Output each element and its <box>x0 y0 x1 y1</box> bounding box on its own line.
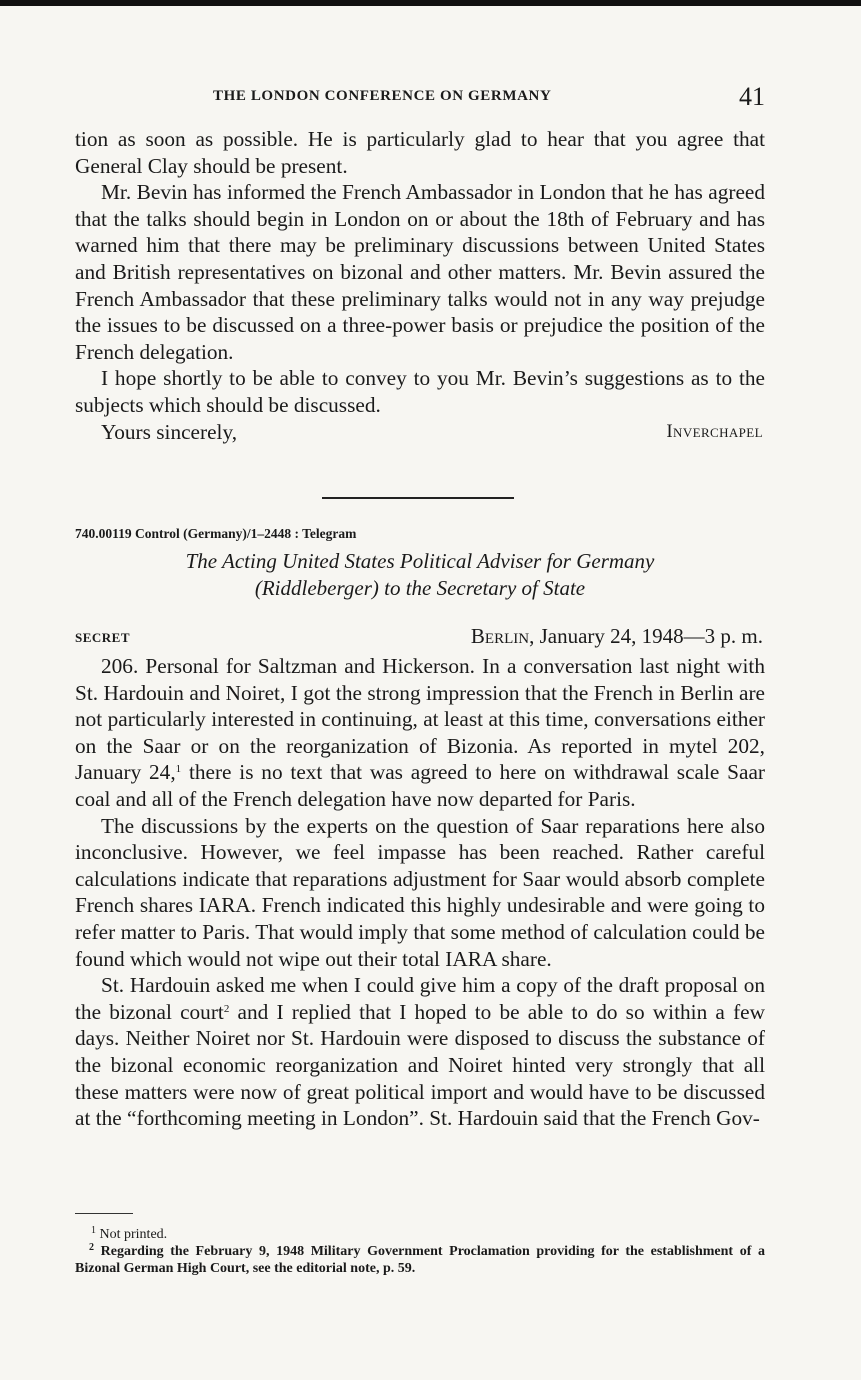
telegram-p1-text-a: 206. Personal for Saltzman and Hickerson. In a conversation last night with St. Hardouin and Noiret, I got the strong impression that the French in Berlin are not particularly interested in continuing, at least at this time, conversations either on the Saar or on the reorganization of Bizonia. As reported in mytel 202, January 24, <box>75 654 765 785</box>
footnote-ref-2: 2 <box>223 1002 230 1015</box>
page-header <box>75 84 765 114</box>
section-divider <box>322 497 514 499</box>
place-date <box>471 624 763 649</box>
place: Berlin, <box>470 624 535 648</box>
letter-paragraph-1: tion as soon as possible. He is particularly glad to hear that you agree that General Clay should be present. <box>75 127 765 178</box>
footnote-divider <box>75 1213 133 1214</box>
page-number: 41 <box>739 82 765 111</box>
footnote-1-text: Not printed. <box>99 1227 168 1242</box>
letter-paragraph-2: Mr. Bevin has informed the French Ambassador in London that he has agreed that the talks should begin in London on or about the 18th of February and has warned him that there may be preliminary discussions between United States and British representatives on bizonal and other matters. Mr. Bevin assured the French Ambassador that these preliminary talks would not in any way prejudge the issues to be discussed on a three-power basis or prejudice the position of the French delegation. <box>75 180 765 364</box>
letter-body <box>75 126 765 445</box>
telegram-paragraph-2: The discussions by the experts on the question of Saar reparations here also inconclusive. However, we feel impasse has been reached. Rather careful calculations indicate that reparations adjustment for Saar would absorb complete French shares IARA. French indicated this highly undesirable and were going to refer matter to Paris. That would imply that some method of calculation could be found which would not wipe out their total IARA share. <box>75 813 765 971</box>
telegram-body <box>75 653 765 1132</box>
footnote-2-text: Regarding the February 9, 1948 Military Government Proclamation providing for the establishment of a Bizonal German High Court, see the editorial note, p. 59. <box>75 1244 766 1276</box>
top-border <box>0 0 861 6</box>
telegram-p3-text-b: and I replied that I hoped to be able to do so within a few days. Neither Noiret nor St. Hardouin were disposed to discuss the substance of the bizonal economic reorganization and Noiret hinted very strongly that all these matters were now of great political import and would have to be discussed at the “forthcoming meeting in London”. St. Hardouin said that the French Gov- <box>75 999 765 1131</box>
letter-closing <box>75 419 765 446</box>
file-reference: 740.00119 Control (Germany)/1–2448 : Telegram <box>75 526 357 541</box>
footnote-ref-1: 1 <box>175 763 182 776</box>
footnote-1-mark: 1 <box>91 1225 96 1236</box>
footnote-1 <box>75 1226 765 1243</box>
footnote-2-mark: 2 <box>89 1242 94 1253</box>
closing-phrase: Yours sincerely, <box>101 419 238 444</box>
date: January 24, 1948—3 p. m. <box>534 624 763 648</box>
classification-label: SECRET <box>75 630 131 645</box>
document-title <box>75 548 765 602</box>
dateline <box>75 624 765 651</box>
telegram-p3-text-a: St. Hardouin asked me when I could give him a copy of the draft proposal on the bizonal court <box>75 973 765 1024</box>
telegram-paragraph-1 <box>75 653 765 813</box>
telegram-p1-text-b: there is no text that was agreed to here on withdrawal scale Saar coal and all of the French delegation have now departed for Paris. <box>75 760 765 811</box>
telegram-paragraph-3 <box>75 972 765 1132</box>
letter-paragraph-3: I hope shortly to be able to convey to you Mr. Bevin’s suggestions as to the subjects which should be discussed. <box>75 366 765 417</box>
footnote-2 <box>75 1243 765 1277</box>
title-line-1: The Acting United States Political Adviser for Germany <box>185 549 655 573</box>
footnotes <box>75 1226 765 1277</box>
signature: Inverchapel <box>666 420 763 442</box>
running-head: THE LONDON CONFERENCE ON GERMANY <box>213 88 552 104</box>
title-line-2: (Riddleberger) to the Secretary of State <box>254 576 586 600</box>
